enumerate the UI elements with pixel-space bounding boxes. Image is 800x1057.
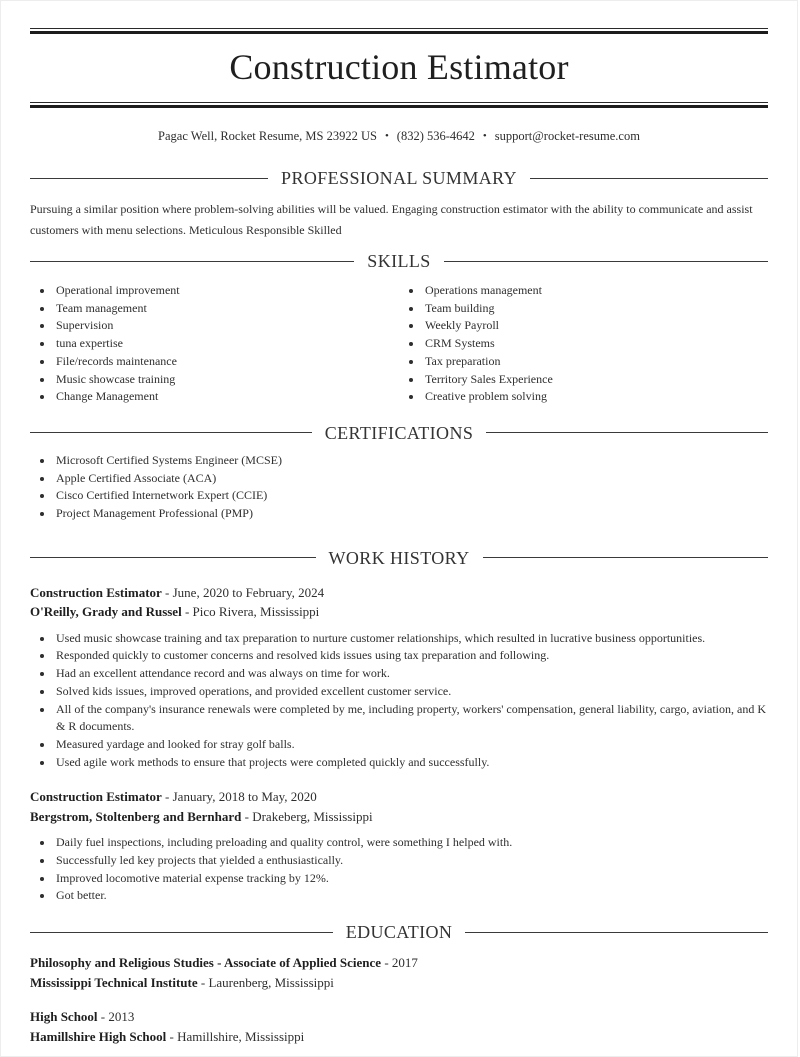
job-bullet: • Used agile work methods to ensure that projects were completed quickly and successfully. <box>54 754 768 772</box>
header-rule-right <box>444 261 768 262</box>
job-location: - Drakeberg, Mississippi <box>244 808 373 824</box>
skill-item: • Creative problem solving <box>423 388 768 406</box>
section-title-professional-summary: PROFESSIONAL SUMMARY <box>281 168 517 188</box>
section-header-education <box>30 921 768 943</box>
resume-page <box>1 28 797 1056</box>
section-title-certifications: CERTIFICATIONS <box>324 422 474 443</box>
job-bullet: • Measured yardage and looked for stray golf balls. <box>54 736 768 754</box>
skill-item: • Team building <box>423 300 768 318</box>
education-degree-line <box>30 1007 768 1027</box>
contact-separator-dot: • <box>482 130 487 142</box>
skill-item: • Music showcase training <box>54 371 399 389</box>
skill-item: • Supervision <box>54 317 399 335</box>
contact-phone: (832) 536-4642 <box>396 129 475 143</box>
skill-item: • Operational improvement <box>54 282 399 300</box>
header-rule-left <box>30 178 268 179</box>
top-double-rule <box>30 28 768 34</box>
education-school-location: - Hamillshire, Mississippi <box>169 1028 305 1044</box>
job-company-line <box>30 602 768 622</box>
section-header-professional-summary <box>30 167 768 189</box>
skill-item: • File/records maintenance <box>54 353 399 371</box>
job-title: Construction Estimator <box>30 789 162 805</box>
header-rule-left <box>30 432 312 433</box>
certification-item: • Microsoft Certified Systems Engineer (MCSE) <box>54 452 768 470</box>
skill-item: • CRM Systems <box>423 335 768 353</box>
section-title-skills: SKILLS <box>367 251 431 271</box>
section-header-skills <box>30 250 768 272</box>
header-rule-right <box>465 932 768 933</box>
job-company: O'Reilly, Grady and Russel <box>30 604 182 620</box>
job-entry-1 <box>30 583 768 772</box>
skill-item: • tuna expertise <box>54 335 399 353</box>
education-entry-2 <box>30 1007 768 1046</box>
job-bullet: • Responded quickly to customer concerns and resolved kids issues using tax preparation and following. <box>54 647 768 665</box>
summary-text: Pursuing a similar position where problem-solving abilities will be valued. Engaging construction estimator with the ability to communicate and assist customers with menu selections. Meticulous Responsible Skilled <box>30 202 753 237</box>
education-year: - 2017 <box>384 955 418 971</box>
page-title: Construction Estimator <box>229 47 569 87</box>
header-rule-right <box>530 178 768 179</box>
job-bullet-list <box>30 834 768 905</box>
section-header-certifications <box>30 422 768 444</box>
education-school: Mississippi Technical Institute <box>30 974 198 990</box>
education-degree: Philosophy and Religious Studies - Associate of Applied Science <box>30 955 382 971</box>
section-title-education: EDUCATION <box>345 922 453 943</box>
certification-item: • Apple Certified Associate (ACA) <box>54 470 768 488</box>
job-bullet: • Had an excellent attendance record and was always on time for work. <box>54 665 768 683</box>
job-bullet-list <box>30 630 768 772</box>
job-location: - Pico Rivera, Mississippi <box>184 604 320 620</box>
education-degree-line <box>30 953 768 973</box>
job-company-line <box>30 807 768 827</box>
skill-item: • Change Management <box>54 388 399 406</box>
contact-email: support@rocket-resume.com <box>494 129 640 143</box>
certification-item: • Cisco Certified Internetwork Expert (CCIE) <box>54 487 768 505</box>
certification-item: • Project Management Professional (PMP) <box>54 505 768 523</box>
education-school-line <box>30 973 768 993</box>
bottom-padding <box>30 1046 768 1056</box>
skill-item: • Weekly Payroll <box>423 317 768 335</box>
job-company: Bergstrom, Stoltenberg and Bernhard <box>30 808 242 824</box>
job-bullet: • Improved locomotive material expense tracking by 12%. <box>54 870 768 888</box>
job-bullet: • Solved kids issues, improved operations, and provided excellent customer service. <box>54 683 768 701</box>
section-header-work-history <box>30 547 768 569</box>
contact-address: Pagac Well, Rocket Resume, MS 23922 US <box>158 129 377 143</box>
title-bottom-double-rule <box>30 102 768 108</box>
header-rule-right <box>486 432 768 433</box>
header-rule-right <box>483 557 769 558</box>
skill-item: • Tax preparation <box>423 353 768 371</box>
education-school-location: - Laurenberg, Mississippi <box>200 974 334 990</box>
skill-item: • Team management <box>54 300 399 318</box>
job-bullet: • All of the company's insurance renewals were completed by me, including property, workers' compensation, general liability, cargo, aviation, and K & R documents. <box>54 701 768 736</box>
job-bullet: • Got better. <box>54 887 768 905</box>
skills-columns <box>30 274 768 406</box>
job-dates: - June, 2020 to February, 2024 <box>165 584 325 600</box>
header-rule-left <box>30 932 333 933</box>
job-title: Construction Estimator <box>30 584 162 600</box>
job-title-line <box>30 787 768 807</box>
job-title-line <box>30 583 768 603</box>
contact-separator-dot: • <box>384 130 389 142</box>
education-year: - 2013 <box>100 1009 135 1025</box>
certifications-list <box>30 452 768 523</box>
education-degree: High School <box>30 1009 98 1025</box>
skill-item: • Territory Sales Experience <box>423 371 768 389</box>
skills-list-right <box>399 282 768 406</box>
education-school: Hamillshire High School <box>30 1028 167 1044</box>
header-rule-left <box>30 557 316 558</box>
skill-item: • Operations management <box>423 282 768 300</box>
contact-line <box>30 127 768 145</box>
education-entry-1 <box>30 953 768 992</box>
job-bullet: • Used music showcase training and tax preparation to nurture customer relationships, which resulted in lucrative business opportunities. <box>54 630 768 648</box>
job-bullet: • Successfully led key projects that yielded a enthusiastically. <box>54 852 768 870</box>
job-entry-2 <box>30 787 768 905</box>
header-rule-left <box>30 261 354 262</box>
job-dates: - January, 2018 to May, 2020 <box>165 789 317 805</box>
skills-list-left <box>30 282 399 406</box>
job-bullet: • Daily fuel inspections, including preloading and quality control, were something I helped with. <box>54 834 768 852</box>
section-title-work-history: WORK HISTORY <box>328 547 470 568</box>
education-school-line <box>30 1027 768 1047</box>
